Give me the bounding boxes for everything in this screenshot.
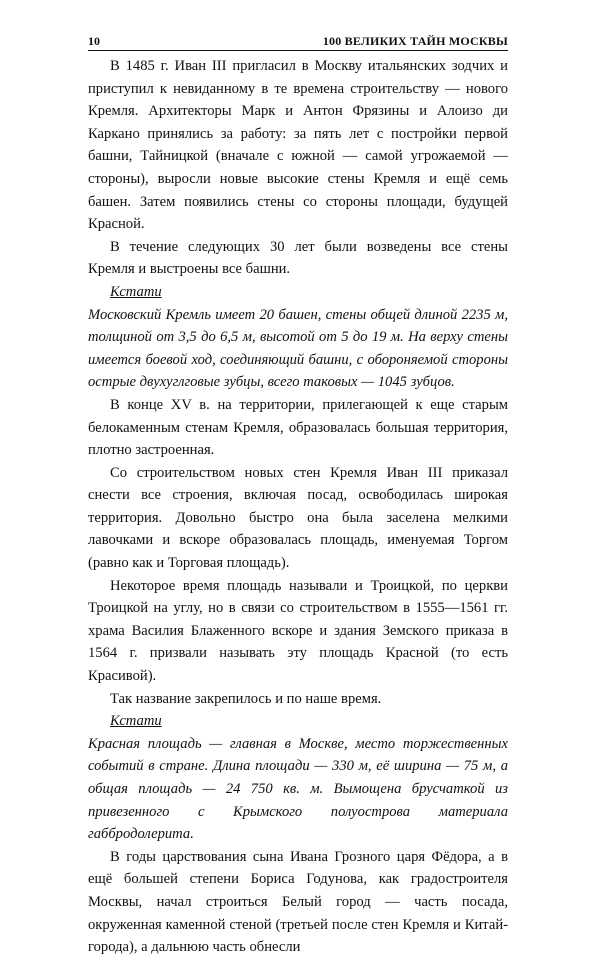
- paragraph: В течение следующих 30 лет были возведены все стены Кремля и выстроены все башни.: [88, 238, 508, 278]
- paragraph: В годы царствования сына Ивана Грозного царя Фёдора, а в ещё большей степени Бориса Годунова, как градостроителя Москвы, начал строиться Белый город — часть посада, окруженная каменной стеной (третьей после стен Кремля и Китай-города), а дальнюю часть обнесли: [88, 848, 508, 956]
- paragraph: Со строительством новых стен Кремля Иван III приказал снести все строения, включая посад, освободилась широкая территория. Довольно быстро она была заселена мелкими лавочками и вскоре образовалась площадь, именуемая Торгом (равно как и Торговая площадь).: [88, 464, 508, 572]
- aside-heading: Кстати: [110, 713, 162, 730]
- page-body: [88, 55, 508, 959]
- aside-heading: Кстати: [110, 283, 162, 300]
- page-header: [88, 33, 508, 49]
- running-title: 100 ВЕЛИКИХ ТАЙН МОСКВЫ: [322, 34, 508, 48]
- page-number: 10: [88, 34, 100, 48]
- paragraph: Так название закрепилось и по наше время.: [110, 690, 382, 707]
- header-rule: [88, 50, 508, 51]
- aside-paragraph: Московский Кремль имеет 20 башен, стены общей длиной 2235 м, толщиной от 3,5 до 6,5 м, высотой от 5 до 19 м. На верху стены имеется боевой ход, соединяющий башни, с обороняемой стороны острые двухуглговые зубцы, всего таковых — 1045 зубцов.: [88, 306, 508, 391]
- paragraph: В 1485 г. Иван III пригласил в Москву итальянских зодчих и приступил к невиданному в те времена строительству — нового Кремля. Архитекторы Марк и Антон Фрязины и Алоизо ди Каркано принялись за работу: за пять лет с постройки первой башни, Тайницкой (вначале с южной — самой угрожаемой — стороны), выросли новые высокие стены Кремля и ещё семь башен. Затем появились стены со стороны площади, будущей Красной.: [88, 58, 508, 233]
- paragraph: В конце XV в. на территории, прилегающей к еще старым белокаменным стенам Кремля, образовалась большая территория, плотно застроенная.: [88, 396, 508, 459]
- aside-paragraph: Красная площадь — главная в Москве, место торжественных событий в стране. Длина площади — 330 м, её ширина — 75 м, а общая площадь — 24 750 кв. м. Вымощена брусчаткой из привезенного с Крымского полуострова материала габбродолерита.: [88, 735, 508, 843]
- paragraph: Некоторое время площадь называли и Троицкой, по церкви Троицкой на углу, но в связи со строительством в 1555—1561 гг. храма Василия Блаженного вскоре и здания Земского приказа в 1564 г. призвали называть эту площадь Красной (то есть Красивой).: [88, 577, 508, 685]
